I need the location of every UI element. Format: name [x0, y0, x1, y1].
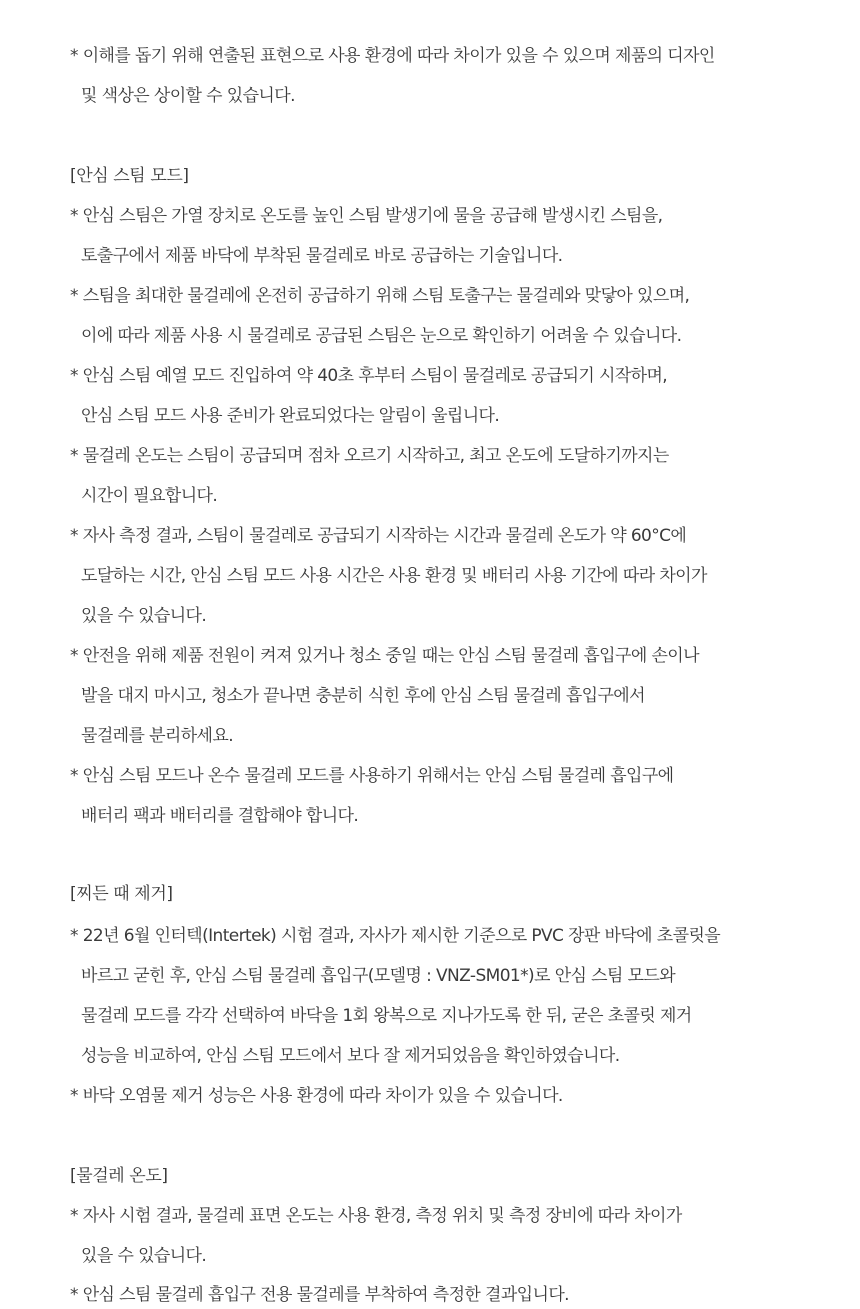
note-line: 배터리 팩과 배터리를 결합해야 합니다. [81, 806, 359, 826]
note-line: 있을 수 있습니다. [81, 1246, 207, 1266]
note-line: * 안심 스팀 모드나 온수 물걸레 모드를 사용하기 위해서는 안심 스팀 물걸레 흡입구에 [70, 766, 674, 786]
note-line: 물걸레를 분리하세요. [81, 726, 234, 746]
note-line: * 바닥 오염물 제거 성능은 사용 환경에 따라 차이가 있을 수 있습니다. [70, 1086, 563, 1106]
section-heading-steam-mode: [안심 스팀 모드] [70, 166, 189, 186]
note-line: * 자사 시험 결과, 물걸레 표면 온도는 사용 환경, 측정 위치 및 측정 장비에 따라 차이가 [70, 1206, 682, 1226]
note-line: 바르고 굳힌 후, 안심 스팀 물걸레 흡입구(모델명 : VNZ-SM01*)로 안심 스팀 모드와 [81, 966, 676, 986]
intro-line: * 이해를 돕기 위해 연출된 표현으로 사용 환경에 따라 차이가 있을 수 있으며 제품의 디자인 [70, 46, 715, 66]
note-line: * 물걸레 온도는 스팀이 공급되며 점차 오르기 시작하고, 최고 온도에 도달하기까지는 [70, 446, 669, 466]
note-line: 성능을 비교하여, 안심 스팀 모드에서 보다 잘 제거되었음을 확인하였습니다. [81, 1046, 620, 1066]
note-line: * 22년 6월 인터텍(Intertek) 시험 결과, 자사가 제시한 기준으로 PVC 장판 바닥에 초콜릿을 [70, 926, 721, 946]
note-line: * 안심 스팀 예열 모드 진입하여 약 40초 후부터 스팀이 물걸레로 공급되기 시작하며, [70, 366, 668, 386]
note-line: 발을 대지 마시고, 청소가 끝나면 충분히 식힌 후에 안심 스팀 물걸레 흡입구에서 [81, 686, 645, 706]
note-line: * 자사 측정 결과, 스팀이 물걸레로 공급되기 시작하는 시간과 물걸레 온도가 약 60°C에 [70, 526, 687, 546]
note-line: 안심 스팀 모드 사용 준비가 완료되었다는 알림이 울립니다. [81, 406, 500, 426]
note-line: 도달하는 시간, 안심 스팀 모드 사용 시간은 사용 환경 및 배터리 사용 기간에 따라 차이가 [81, 566, 707, 586]
note-line: * 스팀을 최대한 물걸레에 온전히 공급하기 위해 스팀 토출구는 물걸레와 맞닿아 있으며, [70, 286, 690, 306]
note-line: 있을 수 있습니다. [81, 606, 207, 626]
note-line: 물걸레 모드를 각각 선택하여 바닥을 1회 왕복으로 지나가도록 한 뒤, 굳은 초콜릿 제거 [81, 1006, 692, 1026]
section-heading-mop-temperature: [물걸레 온도] [70, 1166, 168, 1186]
section-heading-stain-removal: [찌든 때 제거] [70, 884, 173, 904]
note-line: 토출구에서 제품 바닥에 부착된 물걸레로 바로 공급하는 기술입니다. [81, 246, 563, 266]
intro-line: 및 색상은 상이할 수 있습니다. [81, 86, 295, 106]
note-line: * 안심 스팀은 가열 장치로 온도를 높인 스팀 발생기에 물을 공급해 발생시킨 스팀을, [70, 206, 663, 226]
note-line: 이에 따라 제품 사용 시 물걸레로 공급된 스팀은 눈으로 확인하기 어려울 수 있습니다. [81, 326, 682, 346]
note-line: 시간이 필요합니다. [81, 486, 218, 506]
note-line: * 안심 스팀 물걸레 흡입구 전용 물걸레를 부착하여 측정한 결과입니다. [70, 1285, 569, 1305]
note-line: * 안전을 위해 제품 전원이 켜져 있거나 청소 중일 때는 안심 스팀 물걸레 흡입구에 손이나 [70, 646, 699, 666]
